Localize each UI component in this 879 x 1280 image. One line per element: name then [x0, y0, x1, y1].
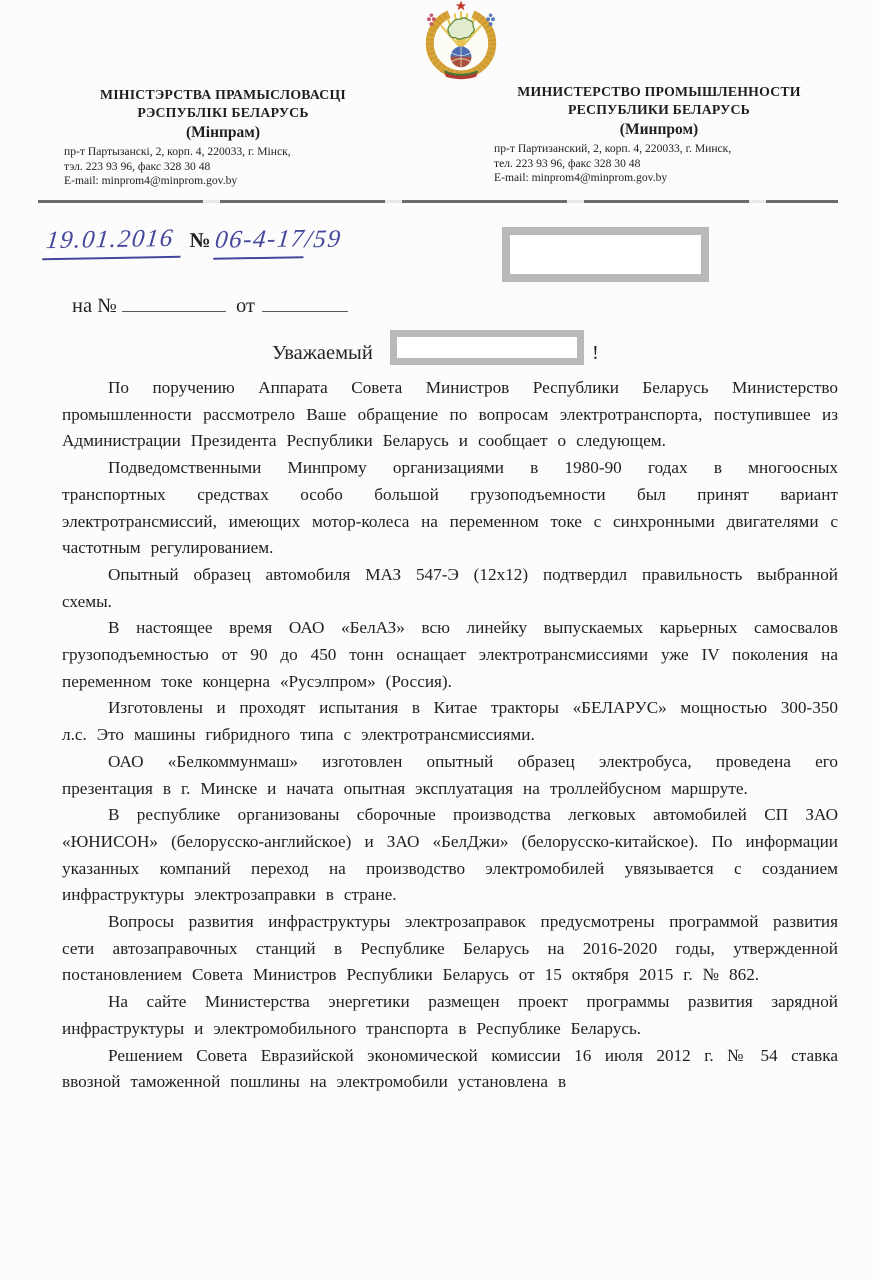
ministry-short-name: (Мінпрам): [185, 124, 261, 141]
outgoing-reference-line: [44, 226, 342, 259]
address-line: пр-т Партизанский, 2, корп. 4, 220033, г. Минск,: [494, 142, 732, 155]
ministry-title-line: МІНІСТЭРСТВА ПРАМЫСЛОВАСЦІ: [100, 87, 346, 102]
body-paragraph: Подведомственными Минпрому организациями в 1980-90 годах в многоосных транспортных средствах особо большой грузоподъемности был принят вариант электротрансмиссий, имеющих мотор-колеса на переменном токе с синхронными двигателями с частотным регулированием.: [62, 458, 838, 558]
ministry-title-line: РЕСПУБЛИКИ БЕЛАРУСЬ: [568, 101, 750, 117]
phone-fax-line: тэл. 223 93 96, факс 328 30 48: [64, 159, 211, 173]
redaction-box-recipient-address: [502, 227, 709, 282]
body-paragraph: Решением Совета Евразийской экономической комиссии 16 июля 2012 г. № 54 ставка ввозной таможенной пошлины на электромобили установлена в: [62, 1045, 838, 1092]
reply-date-label: от: [236, 295, 255, 317]
reply-date-blank: [262, 292, 348, 312]
outgoing-number-handwritten: 06-4-17: [213, 225, 306, 260]
body-paragraph: ОАО «Белкоммунмаш» изготовлен опытный образец электробуса, проведена его презентация в г. Минске и начата опытная эксплуатация на троллейбусном маршруте.: [62, 751, 838, 798]
belarus-coat-of-arms-icon: [420, 0, 502, 80]
ministry-short-name: (Минпром): [619, 121, 699, 138]
email-line: E-mail: minprom4@minprom.gov.by: [494, 171, 668, 185]
exclamation-mark: !: [592, 342, 599, 364]
address-line: пр-т Партызанскі, 2, корп. 4, 220033, г. Мінск,: [64, 145, 291, 158]
redaction-box-recipient-name: [390, 330, 584, 365]
phone-fax-line: тел. 223 93 96, факс 328 30 48: [494, 156, 641, 170]
outgoing-date-handwritten: 19.01.2016: [42, 225, 183, 260]
ministry-header-russian: [480, 83, 838, 186]
coat-of-arms-emblem: [420, 0, 502, 80]
body-paragraph: Вопросы развития инфраструктуры электрозаправок предусмотрены программой развития сети автозаправочных станций в Республике Беларусь на 2016-2020 годы, утвержденной постановлением Совета Министров Республики Беларусь от 15 октября 2015 г. № 862.: [62, 912, 838, 985]
numero-sign: №: [189, 228, 211, 252]
body-paragraph: В республике организованы сборочные производства легковых автомобилей СП ЗАО «ЮНИСОН» (белорусско-английское) и ЗАО «БелДжи» (белорусско-китайское). По информации указанных компаний переход на производство электромобилей увязывается с созданием инфраструктуры электрозаправки в стране.: [62, 805, 838, 905]
letter-body: [62, 375, 838, 1096]
reply-reference-line: [72, 292, 348, 318]
reply-number-blank: [122, 292, 226, 312]
ministry-header-belarusian: [56, 86, 390, 189]
body-paragraph: На сайте Министерства энергетики размещен проект программы развития зарядной инфраструктуры и электромобильного транспорта в Республике Беларусь.: [62, 992, 838, 1038]
body-paragraph: В настоящее время ОАО «БелАЗ» всю линейку выпускаемых карьерных самосвалов грузоподъемностью от 90 до 450 тонн оснащает электротрансмиссиями уже IV поколения на переменном токе концерна «Русэлпром» (Россия).: [62, 618, 838, 691]
email-line: E-mail: minprom4@minprom.gov.by: [64, 174, 238, 188]
reply-number-label: на №: [72, 295, 117, 317]
body-paragraph: По поручению Аппарата Совета Министров Республики Беларусь Министерство промышленности рассмотрело Ваше обращение по вопросам электротранспорта, поступившее из Администрации Президента Республики Беларусь и сообщает о следующем.: [62, 378, 838, 451]
salutation-line: [272, 330, 599, 365]
ministry-title-line: МИНИСТЕРСТВО ПРОМЫШЛЕННОСТИ: [517, 84, 801, 99]
body-paragraph: Изготовлены и проходят испытания в Китае тракторы «БЕЛАРУС» мощностью 300-350 л.с. Это машины гибридного типа с электротрансмиссиями.: [62, 698, 838, 745]
header-divider-line: [38, 200, 838, 203]
body-paragraph: Опытный образец автомобиля МАЗ 547-Э (12х12) подтвердил правильность выбранной схемы.: [62, 564, 838, 611]
outgoing-number-suffix-handwritten: /59: [303, 225, 344, 254]
ministry-title-line: РЭСПУБЛІКІ БЕЛАРУСЬ: [137, 104, 309, 120]
salutation-prefix: Уважаемый: [272, 342, 373, 364]
